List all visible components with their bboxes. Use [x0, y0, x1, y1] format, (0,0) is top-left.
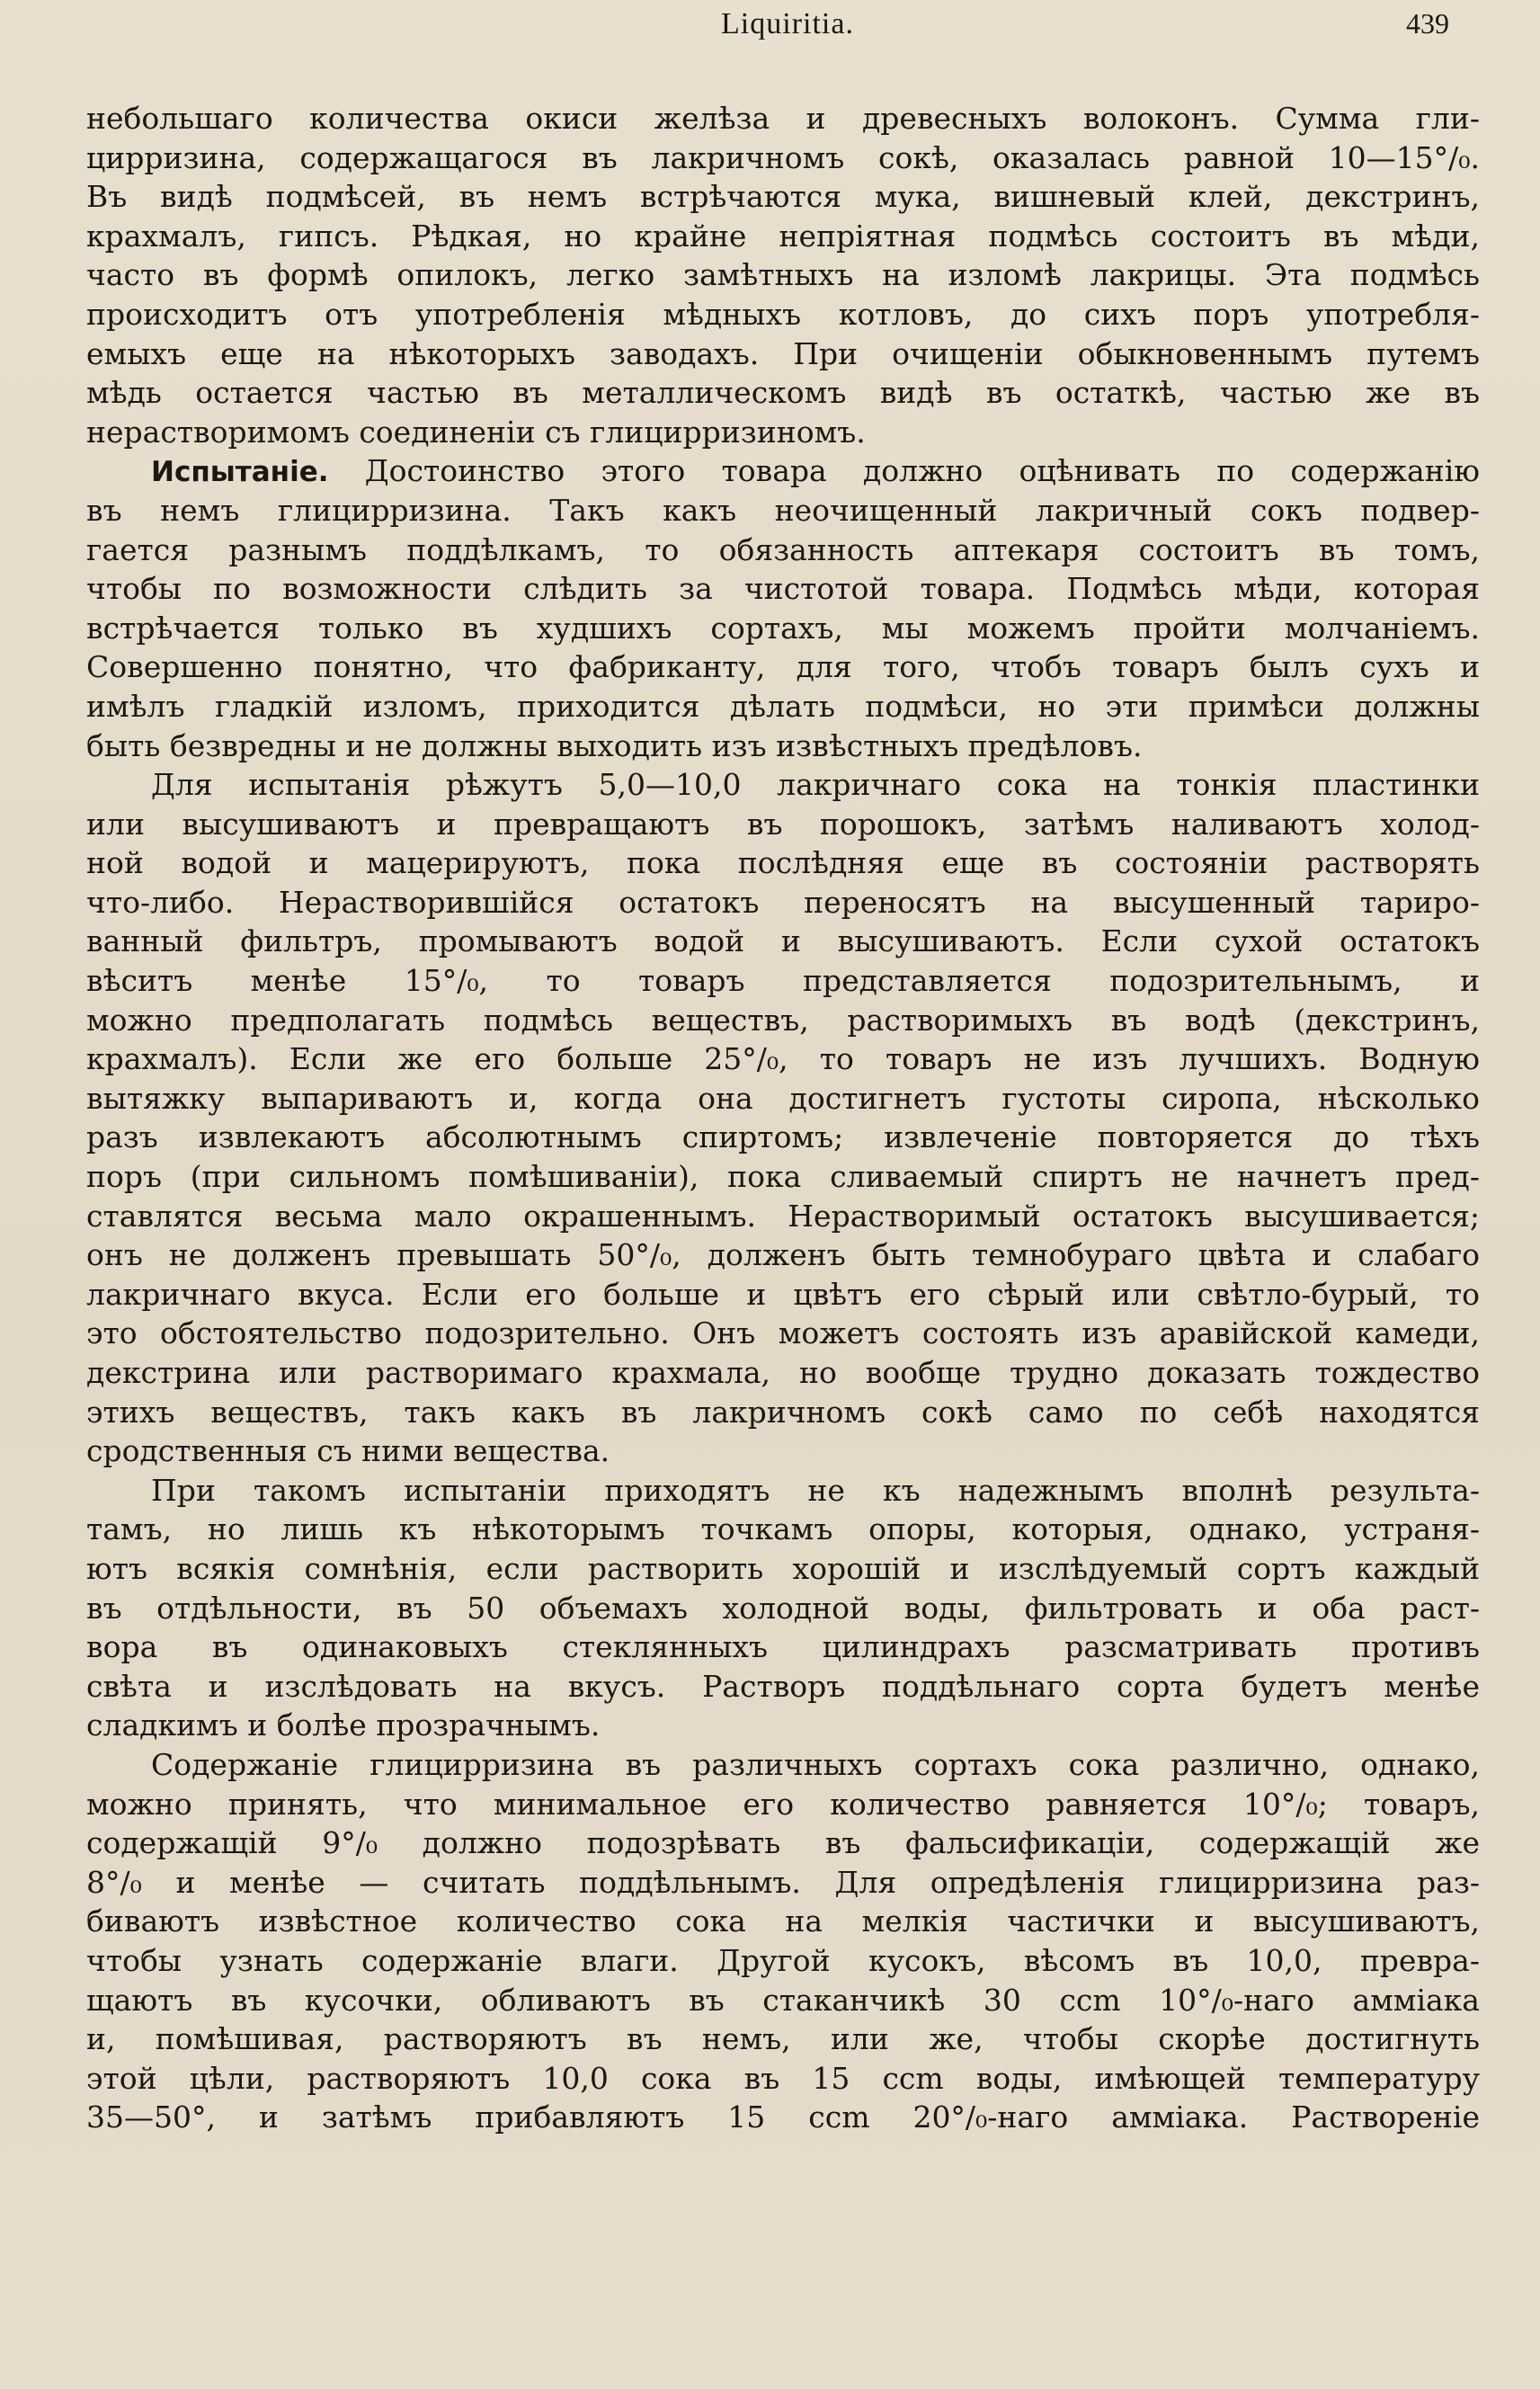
text-line: чтобы по возможности слѣдить за чистотой товара. Подмѣсь мѣди, которая — [86, 571, 1480, 607]
text-line: онъ не долженъ превышать 50°/₀, долженъ быть темнобураго цвѣта и слабаго — [86, 1237, 1480, 1273]
text-line: что-либо. Нерастворившійся остатокъ переносятъ на высушенный тариро- — [86, 884, 1480, 920]
text-line: цирризина, содержащагося въ лакричномъ сокѣ, оказалась равной 10—15°/₀. — [86, 139, 1480, 175]
text-line: Въ видѣ подмѣсей, въ немъ встрѣчаются мука, вишневый клей, декстринъ, — [86, 179, 1480, 215]
text-line: 8°/₀ и менѣе — считать поддѣльнымъ. Для опредѣленія глицирризина раз- — [86, 1864, 1480, 1900]
text-line: вѣситъ менѣе 15°/₀, то товаръ представляется подозрительнымъ, и — [86, 963, 1480, 999]
text-line: содержащій 9°/₀ должно подозрѣвать въ фальсификаціи, содержащій же — [86, 1825, 1480, 1861]
paragraph — [86, 1471, 1480, 1745]
text-line: мѣдь остается частью въ металлическомъ видѣ въ остаткѣ, частью же въ — [86, 375, 1480, 411]
text-line: емыхъ еще на нѣкоторыхъ заводахъ. При очищеніи обыкновеннымъ путемъ — [86, 335, 1480, 371]
text-line: сладкимъ и болѣе прозрачнымъ. — [86, 1707, 601, 1743]
text-line: быть безвредны и не должны выходить изъ извѣстныхъ предѣловъ. — [86, 727, 1143, 763]
text-line: въ немъ глицирризина. Такъ какъ неочищенный лакричный сокъ подвер- — [86, 492, 1480, 528]
text-line: поръ (при сильномъ помѣшиваніи), пока сливаемый спиртъ не начнетъ пред- — [86, 1159, 1480, 1195]
text-line: ной водой и мацерируютъ, пока послѣдняя еще въ состояніи растворять — [86, 845, 1480, 881]
paragraph-testing — [86, 451, 1480, 765]
paragraph — [86, 765, 1480, 1471]
text-line: чтобы узнать содержаніе влаги. Другой кусокъ, вѣсомъ въ 10,0, превра- — [86, 1942, 1480, 1978]
text-line: и, помѣшивая, растворяютъ въ немъ, или же, чтобы скорѣе достигнуть — [86, 2021, 1480, 2057]
text-line: ставлятся весьма мало окрашеннымъ. Нерастворимый остатокъ высушивается; — [86, 1198, 1480, 1234]
text-line: свѣта и изслѣдовать на вкусъ. Растворъ поддѣльнаго сорта будетъ менѣе — [86, 1668, 1480, 1704]
text-line: въ отдѣльности, въ 50 объемахъ холодной воды, фильтровать и оба раст- — [86, 1590, 1480, 1626]
text-line: этой цѣли, растворяютъ 10,0 сока въ 15 ccm воды, имѣющей температуру — [86, 2060, 1480, 2096]
paragraph — [86, 1745, 1480, 2137]
text-line: вытяжку выпариваютъ и, когда она достигнетъ густоты сиропа, нѣсколько — [86, 1080, 1480, 1116]
text-line: щаютъ въ кусочки, обливаютъ въ стаканчикѣ 30 ccm 10°/₀-наго амміака — [86, 1982, 1480, 2018]
running-title: Liquiritia. — [721, 7, 854, 40]
text-line: встрѣчается только въ худшихъ сортахъ, мы можемъ пройти молчаніемъ. — [86, 610, 1480, 646]
section-lead-word: Испытаніе. — [151, 456, 329, 489]
text-line: 35—50°, и затѣмъ прибавляютъ 15 ccm 20°/₀-наго амміака. Раствореніе — [86, 2099, 1480, 2135]
text-line: Содержаніе глицирризина въ различныхъ сортахъ сока различно, однако, — [151, 1746, 1480, 1782]
running-header — [86, 7, 1489, 49]
text-line: можно принять, что минимальное его количество равняется 10°/₀; товаръ, — [86, 1786, 1480, 1822]
text-line: декстрина или растворимаго крахмала, но вообще трудно доказать тождество — [86, 1355, 1480, 1390]
paragraph — [86, 99, 1480, 451]
text-line — [86, 451, 1480, 491]
text-line: биваютъ извѣстное количество сока на мелкія частички и высушиваютъ, — [86, 1903, 1480, 1939]
text-line: вора въ одинаковыхъ стеклянныхъ цилиндрахъ разсматривать противъ — [86, 1629, 1480, 1665]
text-line: происходитъ отъ употребленія мѣдныхъ котловъ, до сихъ поръ употребля- — [86, 296, 1480, 332]
text-line: крахмалъ). Если же его больше 25°/₀, то товаръ не изъ лучшихъ. Водную — [86, 1041, 1480, 1077]
text-line: это обстоятельство подозрительно. Онъ можетъ состоять изъ аравійской камеди, — [86, 1315, 1480, 1351]
body-text — [86, 99, 1480, 2137]
text-line: этихъ веществъ, такъ какъ въ лакричномъ сокѣ само по себѣ находятся — [86, 1394, 1480, 1430]
text-line: ванный фильтръ, промываютъ водой и высушиваютъ. Если сухой остатокъ — [86, 923, 1480, 959]
text-line: ютъ всякія сомнѣнія, если растворить хорошій и изслѣдуемый сортъ каждый — [86, 1550, 1480, 1586]
text-line: лакричнаго вкуса. Если его больше и цвѣтъ его сѣрый или свѣтло-бурый, то — [86, 1276, 1480, 1312]
page-number: 439 — [1406, 7, 1449, 40]
text-line: можно предполагать подмѣсь веществъ, растворимыхъ въ водѣ (декстринъ, — [86, 1002, 1480, 1038]
text-line: имѣлъ гладкій изломъ, приходится дѣлать подмѣси, но эти примѣси должны — [86, 688, 1480, 724]
text-line: нерастворимомъ соединеніи съ глицирризиномъ. — [86, 414, 866, 450]
text-line: небольшаго количества окиси желѣза и древесныхъ волоконъ. Сумма гли- — [86, 101, 1480, 136]
text-line: часто въ формѣ опилокъ, легко замѣтныхъ на изломѣ лакрицы. Эта подмѣсь — [86, 257, 1480, 293]
text-line: тамъ, но лишь къ нѣкоторымъ точкамъ опоры, которыя, однако, устраня- — [86, 1511, 1480, 1547]
text-line-rest: Достоинство этого товара должно оцѣнивать по содержанію — [328, 453, 1480, 489]
text-line: гается разнымъ поддѣлкамъ, то обязанность аптекаря состоитъ въ томъ, — [86, 531, 1480, 567]
text-line: крахмалъ, гипсъ. Рѣдкая, но крайне непріятная подмѣсь состоитъ въ мѣди, — [86, 218, 1480, 254]
text-line: Совершенно понятно, что фабриканту, для того, чтобъ товаръ былъ сухъ и — [86, 649, 1480, 685]
text-line: сродственныя съ ними вещества. — [86, 1433, 610, 1469]
text-line: разъ извлекаютъ абсолютнымъ спиртомъ; извлеченіе повторяется до тѣхъ — [86, 1119, 1480, 1155]
text-line: При такомъ испытаніи приходятъ не къ надежнымъ вполнѣ результа- — [151, 1472, 1480, 1508]
text-line: или высушиваютъ и превращаютъ въ порошокъ, затѣмъ наливаютъ холод- — [86, 806, 1480, 842]
text-line: Для испытанія рѣжутъ 5,0—10,0 лакричнаго сока на тонкія пластинки — [151, 767, 1480, 803]
